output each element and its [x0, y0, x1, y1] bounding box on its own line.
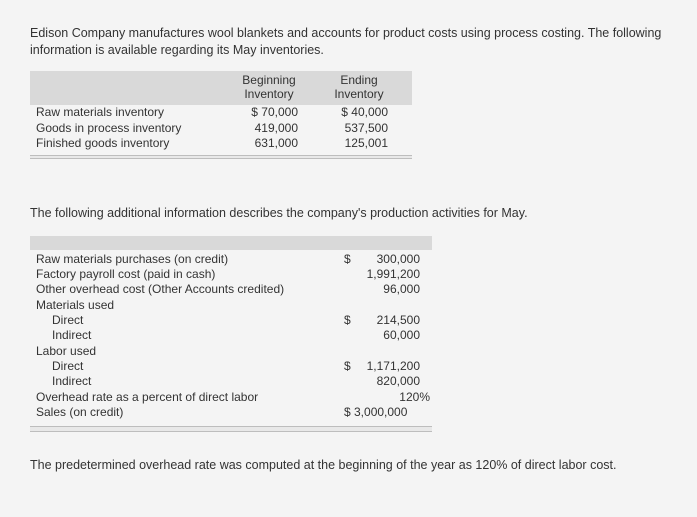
activity-label: Sales (on credit)	[36, 405, 124, 419]
activity-value: 96,000	[383, 282, 420, 296]
production-table-header-band	[30, 236, 432, 250]
production-activities-table	[30, 236, 432, 434]
inventory-table	[30, 71, 412, 159]
header-beginning-inventory: Beginning Inventory	[242, 73, 296, 101]
activity-value: 300,000	[376, 252, 420, 266]
inventory-row-label: Raw materials inventory	[36, 105, 165, 119]
activity-label: Raw materials purchases (on credit)	[36, 252, 229, 266]
activity-value: 1,991,200	[366, 267, 420, 281]
additional-info-paragraph: The following additional information describes the company's production activities for May.	[30, 206, 528, 220]
inventory-row-beginning: $ 70,000	[251, 105, 298, 119]
inventory-row-ending: 537,500	[344, 121, 388, 135]
activity-group-label: Labor used	[36, 344, 97, 358]
activity-value: 214,500	[376, 313, 420, 327]
inventory-table-bottom-rule	[30, 155, 412, 159]
activity-value: 60,000	[383, 328, 420, 342]
inventory-row-label: Goods in process inventory	[36, 121, 182, 135]
activity-sublabel: Indirect	[52, 328, 92, 342]
inventory-row-beginning: 631,000	[254, 136, 298, 150]
activity-label: Overhead rate as a percent of direct labor	[36, 390, 259, 404]
activity-sublabel: Indirect	[52, 374, 92, 388]
inventory-row-ending: 125,001	[344, 136, 388, 150]
inventory-row-ending: $ 40,000	[341, 105, 388, 119]
production-table-bottom-rule	[30, 426, 432, 432]
activity-value: 1,171,200	[366, 359, 420, 373]
activity-sublabel: Direct	[52, 313, 84, 327]
header-ending-inventory: Ending Inventory	[334, 73, 384, 101]
closing-paragraph: The predetermined overhead rate was computed at the beginning of the year as 120% of direct labor cost.	[30, 458, 617, 472]
dollar-sign: $	[344, 359, 351, 373]
dollar-sign: $	[344, 313, 351, 327]
activity-value: 820,000	[376, 374, 420, 388]
intro-paragraph: Edison Company manufactures wool blankets and accounts for product costs using process costing. The following information is available regarding its May inventories.	[30, 26, 662, 57]
dollar-sign: $	[344, 252, 351, 266]
activity-value: 120%	[399, 390, 430, 404]
inventory-row-label: Finished goods inventory	[36, 136, 170, 150]
activity-group-label: Materials used	[36, 298, 115, 312]
activity-sublabel: Direct	[52, 359, 84, 373]
activity-value: $ 3,000,000	[344, 405, 408, 419]
activity-label: Factory payroll cost (paid in cash)	[36, 267, 216, 281]
activity-label: Other overhead cost (Other Accounts credited)	[36, 282, 285, 296]
inventory-row-beginning: 419,000	[254, 121, 298, 135]
